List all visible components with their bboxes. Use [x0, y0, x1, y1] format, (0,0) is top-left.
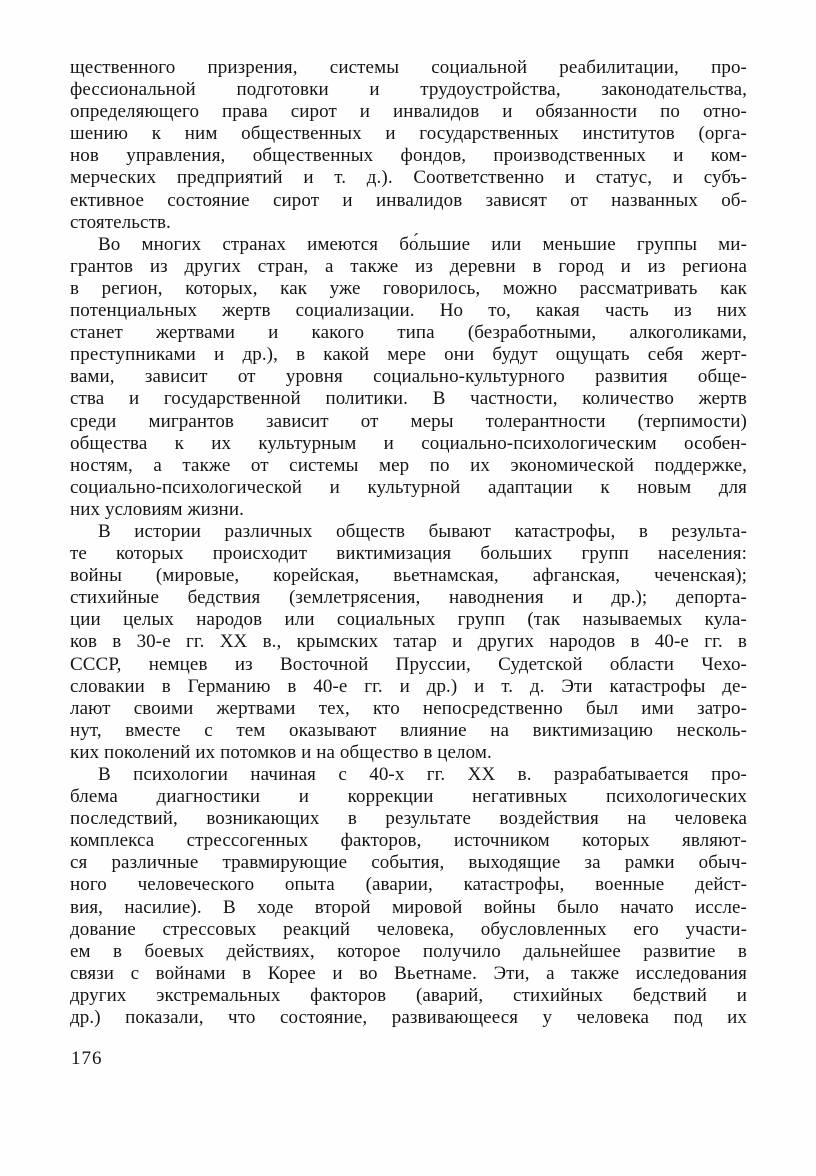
text-line: мерческих предприятий и т. д.). Соответственно и статус, и субъ- [70, 167, 747, 189]
text-line: ем в боевых действиях, которое получило дальнейшее развитие в [70, 940, 747, 962]
text-line: лают своими жертвами тех, кто непосредственно был ими затро- [70, 697, 747, 719]
text-line: войны (мировые, корейская, вьетнамская, афганская, чеченская); [70, 565, 747, 587]
text-line: потенциальных жертв социализации. Но то, какая часть из них [70, 300, 747, 322]
text-line: социально-психологической и культурной адаптации к новым для [70, 476, 747, 498]
text-line: среди мигрантов зависит от меры толерантности (терпимости) [70, 410, 747, 432]
text-line: ков в 30-е гг. XX в., крымских татар и других народов в 40-е гг. в [70, 631, 747, 653]
text-line: шению к ним общественных и государственных институтов (орга- [70, 123, 747, 145]
text-line: фессиональной подготовки и трудоустройства, законодательства, [70, 79, 747, 101]
text-line: связи с войнами в Корее и во Вьетнаме. Эти, а также исследования [70, 962, 747, 984]
text-line: нут, вместе с тем оказывают влияние на виктимизацию несколь- [70, 719, 747, 741]
text-line: те которых происходит виктимизация больших групп населения: [70, 543, 747, 565]
text-line: ностям, а также от системы мер по их экономической поддержке, [70, 454, 747, 476]
page-text [70, 57, 747, 1029]
text-line: СССР, немцев из Восточной Пруссии, Судетской области Чехо- [70, 653, 747, 675]
text-line: Во многих странах имеются бо́льшие или меньшие группы ми- [98, 233, 747, 255]
text-line: щественного призрения, системы социальной реабилитации, про- [70, 57, 747, 78]
text-line: стихийные бедствия (землетрясения, наводнения и др.); депорта- [70, 587, 747, 609]
text-line: других экстремальных факторов (аварий, стихийных бедствий и [70, 984, 747, 1006]
text-line: них условиям жизни. [70, 498, 244, 520]
text-line: дование стрессовых реакций человека, обусловленных его участи- [70, 918, 747, 940]
text-line: словакии в Германию в 40-е гг. и др.) и т. д. Эти катастрофы де- [70, 675, 747, 697]
text-line: В истории различных обществ бывают катастрофы, в результа- [98, 520, 747, 542]
text-line: в регион, которых, как уже говорилось, можно рассматривать как [70, 277, 747, 299]
text-line: др.) показали, что состояние, развивающееся у человека под их [70, 1007, 747, 1029]
text-line: комплекса стрессогенных факторов, источником которых являют- [70, 830, 747, 852]
text-line: ся различные травмирующие события, выходящие за рамки обыч- [70, 852, 747, 874]
text-line: общества к их культурным и социально-психологическим особен- [70, 432, 747, 454]
text-line: ного человеческого опыта (аварии, катастрофы, военные дейст- [70, 874, 747, 896]
text-line: станет жертвами и какого типа (безработными, алкоголиками, [70, 322, 747, 344]
text-line: вия, насилие). В ходе второй мировой войны было начато иссле- [70, 896, 747, 918]
text-line: вами, зависит от уровня социально-культурного развития обще- [70, 366, 747, 388]
text-line: ства и государственной политики. В частности, количество жертв [70, 388, 747, 410]
text-line: ких поколений их потомков и на общество в целом. [70, 741, 492, 763]
text-line: преступниками и др.), в какой мере они будут ощущать себя жерт- [70, 344, 747, 366]
page-number: 176 [71, 1048, 103, 1069]
text-line: определяющего права сирот и инвалидов и обязанности по отно- [70, 101, 747, 123]
text-line: стоятельств. [70, 211, 171, 233]
text-line: В психологии начиная с 40-х гг. XX в. разрабатывается про- [98, 764, 747, 785]
text-line: последствий, возникающих в результате воздействия на человека [70, 808, 747, 830]
text-line: ективное состояние сирот и инвалидов зависят от названных об- [70, 189, 747, 211]
text-line: грантов из других стран, а также из деревни в город и из региона [70, 255, 747, 277]
text-line: нов управления, общественных фондов, производственных и ком- [70, 145, 747, 167]
text-line: блема диагностики и коррекции негативных психологических [70, 786, 747, 808]
text-line: ции целых народов или социальных групп (так называемых кула- [70, 609, 747, 631]
